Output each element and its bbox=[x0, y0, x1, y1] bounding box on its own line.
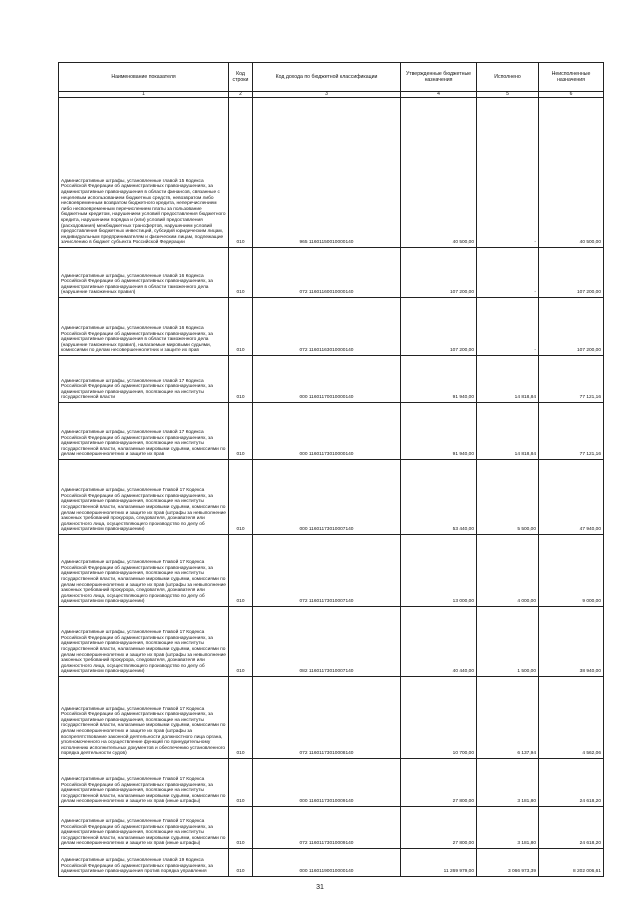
row-kbk: 072 11601173010009140 bbox=[253, 807, 401, 849]
row-approved: 53 440,00 bbox=[401, 460, 477, 535]
column-number: 3 bbox=[253, 92, 401, 98]
row-executed: 14 818,84 bbox=[477, 356, 539, 403]
row-executed: - bbox=[477, 98, 539, 248]
row-name: Административные штрафы, установленные главой 16 Кодекса Российской Федерации об административных правонарушениях, за административные правонарушения в области таможенного дела (нарушение таможенных правил), налагаемые мировыми судьями, комиссиями по делам несовершеннолетних и защите их прав bbox=[59, 298, 229, 356]
table-row bbox=[59, 849, 604, 877]
table-header bbox=[59, 63, 604, 92]
row-approved: 11 269 979,00 bbox=[401, 849, 477, 877]
row-kbk: 965 11601150010000140 bbox=[253, 98, 401, 248]
row-executed: 14 818,84 bbox=[477, 403, 539, 460]
header-executed: Исполнено bbox=[477, 63, 539, 92]
row-executed: 3 181,80 bbox=[477, 759, 539, 807]
row-code: 010 bbox=[229, 607, 253, 677]
table-row bbox=[59, 248, 604, 298]
row-code: 010 bbox=[229, 98, 253, 248]
row-name: Административные штрафы, установленные Главой 17 Кодекса Российской Федерации об административных правонарушениях, за административные правонарушения, посягающие на институты государственной власти, налагаемые мировыми судьями, комиссиями по делам несовершеннолетних и защите их прав (иные штрафы) bbox=[59, 759, 229, 807]
row-kbk: 000 11601190010000140 bbox=[253, 849, 401, 877]
table-row bbox=[59, 98, 604, 248]
row-unexecuted: 77 121,16 bbox=[539, 356, 604, 403]
row-executed: 1 500,00 bbox=[477, 607, 539, 677]
row-unexecuted: 9 000,00 bbox=[539, 535, 604, 607]
row-code: 010 bbox=[229, 807, 253, 849]
row-kbk: 072 11601163010000140 bbox=[253, 298, 401, 356]
row-kbk: 072 11601160010000140 bbox=[253, 248, 401, 298]
row-approved: 91 940,00 bbox=[401, 356, 477, 403]
row-kbk: 000 11601173010009140 bbox=[253, 759, 401, 807]
row-executed: 5 500,00 bbox=[477, 460, 539, 535]
row-executed: - bbox=[477, 298, 539, 356]
row-kbk: 000 11601170010000140 bbox=[253, 356, 401, 403]
header-code: Код строки bbox=[229, 63, 253, 92]
row-approved: 107 200,00 bbox=[401, 298, 477, 356]
row-approved: 91 940,00 bbox=[401, 403, 477, 460]
row-unexecuted: 107 200,00 bbox=[539, 298, 604, 356]
header-unexecuted: Неисполненные назначения bbox=[539, 63, 604, 92]
row-code: 010 bbox=[229, 759, 253, 807]
column-number: 5 bbox=[477, 92, 539, 98]
row-kbk: 000 11601173010007140 bbox=[253, 460, 401, 535]
row-executed: 3 181,80 bbox=[477, 807, 539, 849]
row-code: 010 bbox=[229, 356, 253, 403]
row-unexecuted: 40 500,00 bbox=[539, 98, 604, 248]
row-approved: 40 440,00 bbox=[401, 607, 477, 677]
column-number: 2 bbox=[229, 92, 253, 98]
row-unexecuted: 38 940,00 bbox=[539, 607, 604, 677]
row-unexecuted: 4 562,06 bbox=[539, 677, 604, 759]
row-code: 010 bbox=[229, 677, 253, 759]
row-kbk: 000 11601173010000140 bbox=[253, 403, 401, 460]
row-unexecuted: 107 200,00 bbox=[539, 248, 604, 298]
row-name: Административные штрафы, установленные Главой 17 Кодекса Российской Федерации об административных правонарушениях, за административные правонарушения, посягающие на институты государственной власти, налагаемые мировыми судьями, комиссиями по делам несовершеннолетних и защите их прав (штрафы за невыполнение законных требований прокурора, следователя, дознавателя или должностного лица, осуществляющего производство по делу об административном правонарушении) bbox=[59, 535, 229, 607]
row-kbk: 072 11601173010007140 bbox=[253, 535, 401, 607]
row-unexecuted: 24 618,20 bbox=[539, 759, 604, 807]
row-approved: 10 700,00 bbox=[401, 677, 477, 759]
row-name: Административные штрафы, установленные главой 15 Кодекса Российской Федерации об административных правонарушениях, за административные правонарушения в области финансов, связанные с нецелевым использованием бюджетных средств, невозвратом либо несвоевременным возвратом бюджетного кредита, неперечислением либо несвоевременным перечислением платы за пользование бюджетным кредитом, нарушением условий предоставления бюджетного кредита, нарушением порядка и (или) условий предоставления (расходования) межбюджетных трансфертов, нарушением условий предоставления бюджетных инвестиций, субсидий юридическим лицам, индивидуальным предпринимателям и физическим лицам, подлежащие зачислению в бюджет субъекта Российской Федерации bbox=[59, 98, 229, 248]
table-row bbox=[59, 298, 604, 356]
table-row bbox=[59, 677, 604, 759]
row-name: Административные штрафы, установленные Главой 17 Кодекса Российской Федерации об административных правонарушениях, за административные правонарушения, посягающие на институты государственной власти, налагаемые мировыми судьями, комиссиями по делам несовершеннолетних и защите их прав (штрафы за невыполнение законных требований прокурора, следователя, дознавателя или должностного лица, осуществляющего производство по делу об административном правонарушении) bbox=[59, 460, 229, 535]
page-number: 31 bbox=[316, 884, 324, 891]
row-unexecuted: 24 618,20 bbox=[539, 807, 604, 849]
row-name: Административные штрафы, установленные главой 17 Кодекса Российской Федерации об административных правонарушениях, за административные правонарушения, посягающие на институты государственной власти bbox=[59, 356, 229, 403]
row-unexecuted: 8 202 006,61 bbox=[539, 849, 604, 877]
row-code: 010 bbox=[229, 849, 253, 877]
table-row bbox=[59, 807, 604, 849]
row-kbk: 072 11601173010008140 bbox=[253, 677, 401, 759]
row-name: Административные штрафы, установленные Главой 17 Кодекса Российской Федерации об административных правонарушениях, за административные правонарушения, посягающие на институты государственной власти, налагаемые мировыми судьями, комиссиями по делам несовершеннолетних и защите их прав (штрафы за невыполнение законных требований прокурора, следователя, дознавателя или должностного лица, осуществляющего производство по делу об административном правонарушении) bbox=[59, 607, 229, 677]
row-name: Административные штрафы, установленные Главой 17 Кодекса Российской Федерации об административных правонарушениях, за административные правонарушения, посягающие на институты государственной власти, налагаемые мировыми судьями, комиссиями по делам несовершеннолетних и защите их прав (штрафы за воспрепятствование законной деятельности должностного лица органа, уполномоченного на осуществление функций по принудительному исполнению исполнительных документов и обеспечению установленного порядка деятельности судов) bbox=[59, 677, 229, 759]
row-approved: 27 800,00 bbox=[401, 759, 477, 807]
row-code: 010 bbox=[229, 403, 253, 460]
row-name: Административные штрафы, установленные главой 17 Кодекса Российской Федерации об административных правонарушениях, за административные правонарушения, посягающие на институты государственной власти, налагаемые мировыми судьями, комиссиями по делам несовершеннолетних и защите их прав bbox=[59, 403, 229, 460]
row-kbk: 082 11601173010007140 bbox=[253, 607, 401, 677]
header-kbk: Код дохода по бюджетной классификации bbox=[253, 63, 401, 92]
row-name: Административные штрафы, установленные главой 19 Кодекса Российской Федерации об административных правонарушениях, за административные правонарушения против порядка управления bbox=[59, 849, 229, 877]
row-approved: 13 000,00 bbox=[401, 535, 477, 607]
row-executed: 6 137,94 bbox=[477, 677, 539, 759]
report-page bbox=[58, 62, 603, 877]
table-row bbox=[59, 460, 604, 535]
row-executed: 3 066 973,39 bbox=[477, 849, 539, 877]
table-row bbox=[59, 535, 604, 607]
row-executed: 4 000,00 bbox=[477, 535, 539, 607]
row-code: 010 bbox=[229, 298, 253, 356]
table-row bbox=[59, 403, 604, 460]
table-row bbox=[59, 607, 604, 677]
column-number: 6 bbox=[539, 92, 604, 98]
table-row bbox=[59, 356, 604, 403]
row-approved: 27 800,00 bbox=[401, 807, 477, 849]
column-number: 1 bbox=[59, 92, 229, 98]
row-code: 010 bbox=[229, 535, 253, 607]
income-table bbox=[58, 62, 604, 877]
row-approved: 40 500,00 bbox=[401, 98, 477, 248]
row-code: 010 bbox=[229, 460, 253, 535]
header-name: Наименование показателя bbox=[59, 63, 229, 92]
row-name: Административные штрафы, установленные Главой 17 Кодекса Российской Федерации об административных правонарушениях, за административные правонарушения, посягающие на институты государственной власти, налагаемые мировыми судьями, комиссиями по делам несовершеннолетних и защите их прав (иные штрафы) bbox=[59, 807, 229, 849]
table-row bbox=[59, 759, 604, 807]
header-approved: Утвержденные бюджетные назначения bbox=[401, 63, 477, 92]
row-code: 010 bbox=[229, 248, 253, 298]
row-approved: 107 200,00 bbox=[401, 248, 477, 298]
row-name: Административные штрафы, установленные главой 16 Кодекса Российской Федерации об административных правонарушениях, за административные правонарушения в области таможенного дела (нарушение таможенных правил) bbox=[59, 248, 229, 298]
row-unexecuted: 77 121,16 bbox=[539, 403, 604, 460]
column-number: 4 bbox=[401, 92, 477, 98]
row-executed: - bbox=[477, 248, 539, 298]
row-unexecuted: 47 940,00 bbox=[539, 460, 604, 535]
